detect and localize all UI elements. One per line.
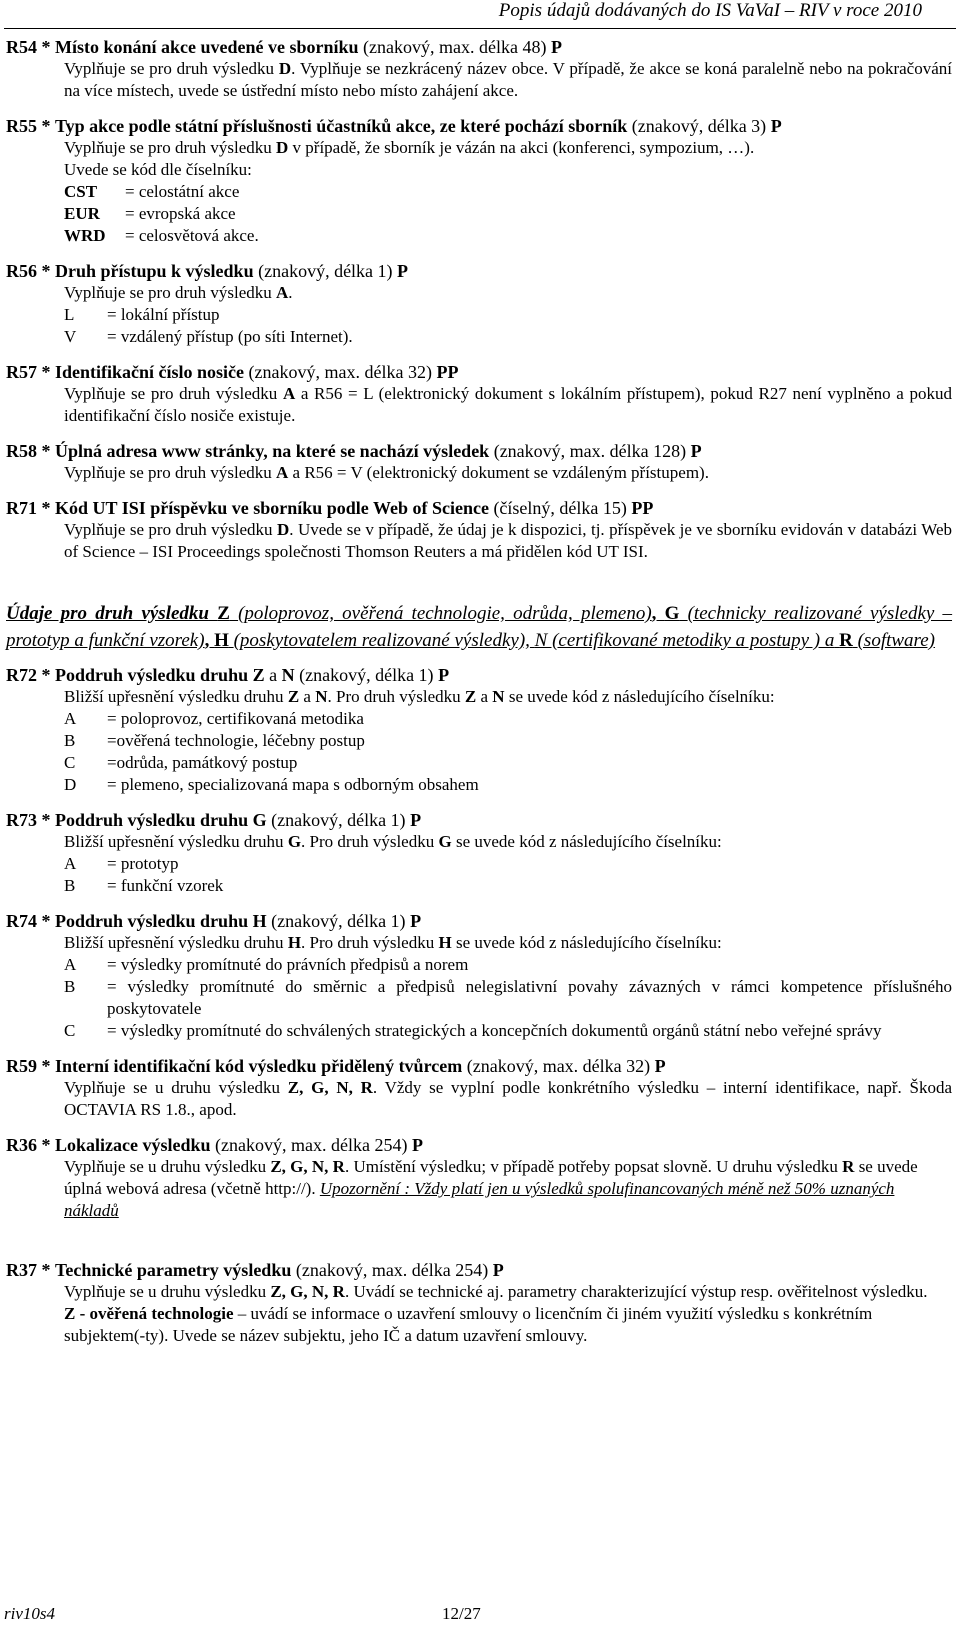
item-r55 bbox=[6, 115, 952, 247]
desc-text: . Uvede se v případě, že údaj je k dispozici, tj. příspěvek je ve sborníku evidován v databázi Web of Science – ISI Proceedings společnosti Thomson Reuters a má přidělen kód UT ISI. bbox=[64, 520, 952, 561]
item-r72 bbox=[6, 664, 952, 796]
desc-kind: R bbox=[842, 1157, 855, 1176]
desc-kind: D bbox=[276, 520, 290, 539]
desc-text: Vyplňuje se pro druh výsledku bbox=[64, 463, 272, 482]
page-header: Popis údajů dodávaných do IS VaVaI – RIV v roce 2010 bbox=[498, 0, 922, 21]
item-name: Poddruh výsledku druhu bbox=[55, 665, 249, 685]
desc-text: Bližší upřesnění výsledku druhu bbox=[64, 832, 284, 851]
code-key: EUR bbox=[64, 204, 100, 223]
item-type: (znakový, délka 1) bbox=[299, 665, 434, 685]
item-type: (znakový, délka 1) bbox=[258, 261, 393, 281]
item-flag: P bbox=[654, 1056, 666, 1076]
code-key: L bbox=[64, 305, 75, 324]
item-code: R59 * bbox=[6, 1056, 51, 1076]
desc-text: . bbox=[288, 283, 293, 302]
item-r73 bbox=[6, 809, 952, 897]
item-flag: PP bbox=[631, 498, 654, 518]
item-description bbox=[64, 383, 952, 427]
code-key: D bbox=[64, 775, 77, 794]
title-kind: H bbox=[252, 911, 267, 931]
desc-text: Vyplňuje se pro druh výsledku bbox=[64, 283, 272, 302]
desc-kind: A bbox=[276, 283, 289, 302]
code-entry bbox=[64, 225, 952, 247]
item-description bbox=[64, 1156, 952, 1222]
item-code: R56 * bbox=[6, 261, 51, 281]
title-kind: G bbox=[252, 810, 267, 830]
code-entry bbox=[64, 181, 952, 203]
item-name: Místo konání akce uvedené ve sborníku bbox=[55, 37, 359, 57]
item-name: Identifikační číslo nosiče bbox=[55, 362, 245, 382]
desc-text: . Umístění výsledku; v případě potřeby popsat slovně. U druhu výsledku bbox=[344, 1157, 838, 1176]
item-description bbox=[64, 932, 952, 1042]
item-code: R71 * bbox=[6, 498, 51, 518]
item-name: Technické parametry výsledku bbox=[55, 1260, 292, 1280]
item-flag: P bbox=[397, 261, 409, 281]
section-text: , bbox=[204, 630, 215, 651]
desc-text: Vyplňuje se pro druh výsledku bbox=[64, 138, 272, 157]
item-type: (číselný, délka 15) bbox=[493, 498, 627, 518]
item-title bbox=[6, 361, 952, 383]
item-flag: P bbox=[492, 1260, 504, 1280]
section-text: (poloprovoz, ověřená technologie, odrůda, plemeno) bbox=[238, 603, 652, 624]
code-key: B bbox=[64, 977, 76, 996]
desc-text: . Vždy se vyplní podle konkrétního výsledku – interní identifikace, např. Škoda OCTAVIA RS 1.8., apod. bbox=[64, 1078, 953, 1119]
desc-kind: Z bbox=[287, 687, 300, 706]
code-entry bbox=[64, 730, 952, 752]
item-code: R55 * bbox=[6, 116, 51, 136]
desc-text: . Pro druh výsledku bbox=[301, 832, 435, 851]
item-type: (znakový, max. délka 32) bbox=[466, 1056, 651, 1076]
item-name: Poddruh výsledku druhu bbox=[55, 810, 249, 830]
item-description bbox=[64, 282, 952, 348]
item-r71 bbox=[6, 497, 952, 563]
code-value: = prototyp bbox=[107, 854, 179, 873]
code-value: = plemeno, specializovaná mapa s odborným obsahem bbox=[107, 775, 479, 794]
code-value: = evropská akce bbox=[125, 204, 236, 223]
section-kind: Z bbox=[217, 603, 230, 624]
item-r54 bbox=[6, 36, 952, 102]
desc-text: se uvede kód z následujícího číselníku: bbox=[455, 832, 722, 851]
item-title bbox=[6, 809, 952, 831]
code-value: = výsledky promítnuté do směrnic a předpisů nelegislativní povahy závazných v rámci kompetence příslušného poskytovatele bbox=[107, 977, 952, 1018]
item-code: R73 * bbox=[6, 810, 51, 830]
desc-kind: G bbox=[287, 832, 302, 851]
code-entry bbox=[64, 203, 952, 225]
item-flag: P bbox=[438, 665, 450, 685]
item-code: R72 * bbox=[6, 665, 51, 685]
section-kind: G bbox=[664, 603, 680, 624]
item-type: (znakový, délka 1) bbox=[271, 810, 406, 830]
desc-kind: D bbox=[278, 59, 292, 78]
document-body bbox=[6, 36, 952, 1360]
code-entry bbox=[64, 752, 952, 774]
desc-kind: Z, G, N, R bbox=[270, 1282, 345, 1301]
item-description bbox=[64, 831, 952, 897]
desc-kind: Z, G, N, R bbox=[287, 1078, 373, 1097]
item-flag: P bbox=[411, 1135, 423, 1155]
note-warning: Upozornění : Vždy platí jen u výsledků spolufinancovaných méně než 50% uznaných nákladů bbox=[64, 1179, 895, 1220]
code-entry bbox=[64, 774, 952, 796]
desc-kind: A bbox=[276, 463, 289, 482]
code-entry bbox=[64, 954, 952, 976]
code-value: = poloprovoz, certifikovaná metodika bbox=[107, 709, 364, 728]
desc-text: Vyplňuje se pro druh výsledku bbox=[64, 520, 273, 539]
desc-text: se uvede úplná webová adresa (včetně http://). bbox=[64, 1157, 918, 1198]
item-flag: P bbox=[410, 911, 422, 931]
section-text: N (certifikované metodiky a postupy ) a bbox=[534, 630, 835, 651]
code-key: A bbox=[64, 709, 77, 728]
desc-text: se uvede kód z následujícího číselníku: bbox=[455, 933, 722, 952]
code-entry bbox=[64, 326, 952, 348]
desc-text: Bližší upřesnění výsledku druhu bbox=[64, 687, 284, 706]
footer-page-number: 12/27 bbox=[442, 1604, 481, 1623]
code-key: CST bbox=[64, 182, 98, 201]
code-value: = výsledky promítnuté do schválených strategických a koncepčních dokumentů orgánů státní nebo veřejné správy bbox=[107, 1021, 882, 1040]
desc-text: . Pro druh výsledku bbox=[327, 687, 461, 706]
desc-text: a R56 = V (elektronický dokument se vzdáleným přístupem). bbox=[292, 463, 709, 482]
item-type: (znakový, max. délka 48) bbox=[363, 37, 547, 57]
code-entry bbox=[64, 708, 952, 730]
desc-kind: Z bbox=[464, 687, 477, 706]
header-divider bbox=[4, 28, 956, 29]
desc-kind: H bbox=[287, 933, 302, 952]
item-title bbox=[6, 1055, 952, 1077]
item-name: Druh přístupu k výsledku bbox=[55, 261, 254, 281]
code-key: B bbox=[64, 731, 76, 750]
item-name: Typ akce podle státní příslušnosti účastníků akce, ze které pochází sborník bbox=[55, 116, 628, 136]
desc-kind: H bbox=[438, 933, 452, 952]
desc-text: . Pro druh výsledku bbox=[301, 933, 435, 952]
code-entry bbox=[64, 976, 952, 1020]
item-description bbox=[64, 686, 952, 796]
title-kind: N bbox=[281, 665, 295, 685]
item-type: (znakový, max. délka 254) bbox=[215, 1135, 408, 1155]
code-key: A bbox=[64, 854, 77, 873]
item-type: (znakový, max. délka 128) bbox=[493, 441, 687, 461]
item-title bbox=[6, 115, 952, 137]
item-flag: P bbox=[770, 116, 782, 136]
code-value: =ověřená technologie, léčebny postup bbox=[107, 731, 365, 750]
desc-text: . Uvádí se technické aj. parametry charakterizující výstup resp. ověřitelnost výsledku. bbox=[344, 1282, 928, 1301]
footer-doc-id: riv10s4 bbox=[4, 1604, 55, 1623]
desc-kind: Z - ověřená technologie bbox=[64, 1304, 234, 1323]
desc-kind: N bbox=[492, 687, 505, 706]
item-description bbox=[64, 1077, 952, 1121]
item-title bbox=[6, 260, 952, 282]
item-r36 bbox=[6, 1134, 952, 1222]
code-key: A bbox=[64, 955, 77, 974]
section-text: (technicky realizované výsledky – prototyp a funkční vzorek) bbox=[6, 603, 953, 651]
item-name: Interní identifikační kód výsledku přidělený tvůrcem bbox=[55, 1056, 463, 1076]
code-key: V bbox=[64, 327, 77, 346]
code-value: = funkční vzorek bbox=[107, 876, 224, 895]
item-description bbox=[64, 1281, 952, 1347]
item-name: Poddruh výsledku druhu bbox=[55, 911, 249, 931]
item-description bbox=[64, 519, 952, 563]
item-description bbox=[64, 137, 952, 247]
code-value: =odrůda, památkový postup bbox=[107, 753, 298, 772]
desc-text: Vyplňuje se pro druh výsledku bbox=[64, 59, 275, 78]
desc-kind: Z, G, N, R bbox=[270, 1157, 345, 1176]
desc-text: Vyplňuje se pro druh výsledku bbox=[64, 384, 278, 403]
section-kind: R bbox=[839, 630, 853, 651]
item-code: R36 * bbox=[6, 1135, 51, 1155]
item-r59 bbox=[6, 1055, 952, 1121]
code-value: = celostátní akce bbox=[125, 182, 240, 201]
item-code: R54 * bbox=[6, 37, 51, 57]
section-kind: H bbox=[214, 630, 229, 651]
item-name: Úplná adresa www stránky, na které se nachází výsledek bbox=[55, 441, 490, 461]
section-text: , bbox=[651, 603, 665, 624]
code-entry bbox=[64, 1020, 952, 1042]
item-flag: P bbox=[550, 37, 562, 57]
code-key: B bbox=[64, 876, 76, 895]
item-type: (znakový, max. délka 32) bbox=[248, 362, 432, 382]
item-title bbox=[6, 1134, 952, 1156]
item-type: (znakový, délka 3) bbox=[631, 116, 767, 136]
item-code: R57 * bbox=[6, 362, 51, 382]
item-code: R74 * bbox=[6, 911, 51, 931]
code-value: = výsledky promítnuté do právních předpisů a norem bbox=[107, 955, 469, 974]
item-title bbox=[6, 497, 952, 519]
desc-kind: N bbox=[315, 687, 328, 706]
item-flag: PP bbox=[436, 362, 459, 382]
code-entry bbox=[64, 875, 952, 897]
item-type: (znakový, max. délka 254) bbox=[295, 1260, 489, 1280]
desc-text: . Vyplňuje se nezkrácený název obce. V případě, že akce se koná paralelně nebo na pokračování na více místech, uvede se ústřední místo nebo místo zahájení akce. bbox=[64, 59, 952, 100]
desc-kind: D bbox=[276, 138, 289, 157]
item-r74 bbox=[6, 910, 952, 1042]
item-title bbox=[6, 664, 952, 686]
item-type: (znakový, délka 1) bbox=[271, 911, 406, 931]
code-value: = celosvětová akce. bbox=[125, 226, 259, 245]
code-key: WRD bbox=[64, 226, 106, 245]
desc-text: a R56 = L (elektronický dokument s lokálním přístupem), pokud R27 není vyplněno a pokud identifikační číslo nosiče existuje. bbox=[64, 384, 952, 425]
title-text: a bbox=[269, 665, 278, 685]
item-description bbox=[64, 462, 952, 484]
desc-text: Uvede se kód dle číselníku: bbox=[64, 160, 252, 179]
item-name: Kód UT ISI příspěvku ve sborníku podle Web of Science bbox=[55, 498, 489, 518]
item-r56 bbox=[6, 260, 952, 348]
item-name: Lokalizace výsledku bbox=[55, 1135, 211, 1155]
code-key: C bbox=[64, 753, 76, 772]
code-key: C bbox=[64, 1021, 76, 1040]
desc-text: Vyplňuje se u druhu výsledku bbox=[64, 1078, 281, 1097]
desc-text: Vyplňuje se u druhu výsledku bbox=[64, 1282, 267, 1301]
item-r37 bbox=[6, 1259, 952, 1347]
section-heading bbox=[6, 600, 952, 654]
item-title bbox=[6, 36, 952, 58]
desc-text: Vyplňuje se u druhu výsledku bbox=[64, 1157, 267, 1176]
item-flag: P bbox=[410, 810, 422, 830]
desc-kind: G bbox=[438, 832, 452, 851]
code-value: = vzdálený přístup (po síti Internet). bbox=[107, 327, 353, 346]
desc-text: – uvádí se informace o uzavření smlouvy o licenčním či jiném využití výsledku s konkrétním subjektem(-ty). Uvede se název subjektu, jeho IČ a datum uzavření smlouvy. bbox=[64, 1304, 873, 1345]
item-description bbox=[64, 58, 952, 102]
item-title bbox=[6, 440, 952, 462]
item-title bbox=[6, 910, 952, 932]
item-code: R58 * bbox=[6, 441, 51, 461]
desc-text: a bbox=[480, 687, 489, 706]
code-entry bbox=[64, 853, 952, 875]
desc-text: a bbox=[303, 687, 311, 706]
desc-text: Bližší upřesnění výsledku druhu bbox=[64, 933, 284, 952]
desc-text: v případě, že sborník je vázán na akci (konferenci, sympozium, …). bbox=[292, 138, 755, 157]
code-value: = lokální přístup bbox=[107, 305, 220, 324]
section-text: (software) bbox=[857, 630, 935, 651]
section-text: Údaje pro druh výsledku bbox=[6, 603, 209, 624]
item-r57 bbox=[6, 361, 952, 427]
code-entry bbox=[64, 304, 952, 326]
item-r58 bbox=[6, 440, 952, 484]
desc-kind: A bbox=[282, 384, 296, 403]
item-flag: P bbox=[690, 441, 702, 461]
title-kind: Z bbox=[252, 665, 265, 685]
section-text: (poskytovatelem realizované výsledky), bbox=[233, 630, 530, 651]
item-title bbox=[6, 1259, 952, 1281]
item-code: R37 * bbox=[6, 1260, 51, 1280]
desc-text: se uvede kód z následujícího číselníku: bbox=[508, 687, 775, 706]
